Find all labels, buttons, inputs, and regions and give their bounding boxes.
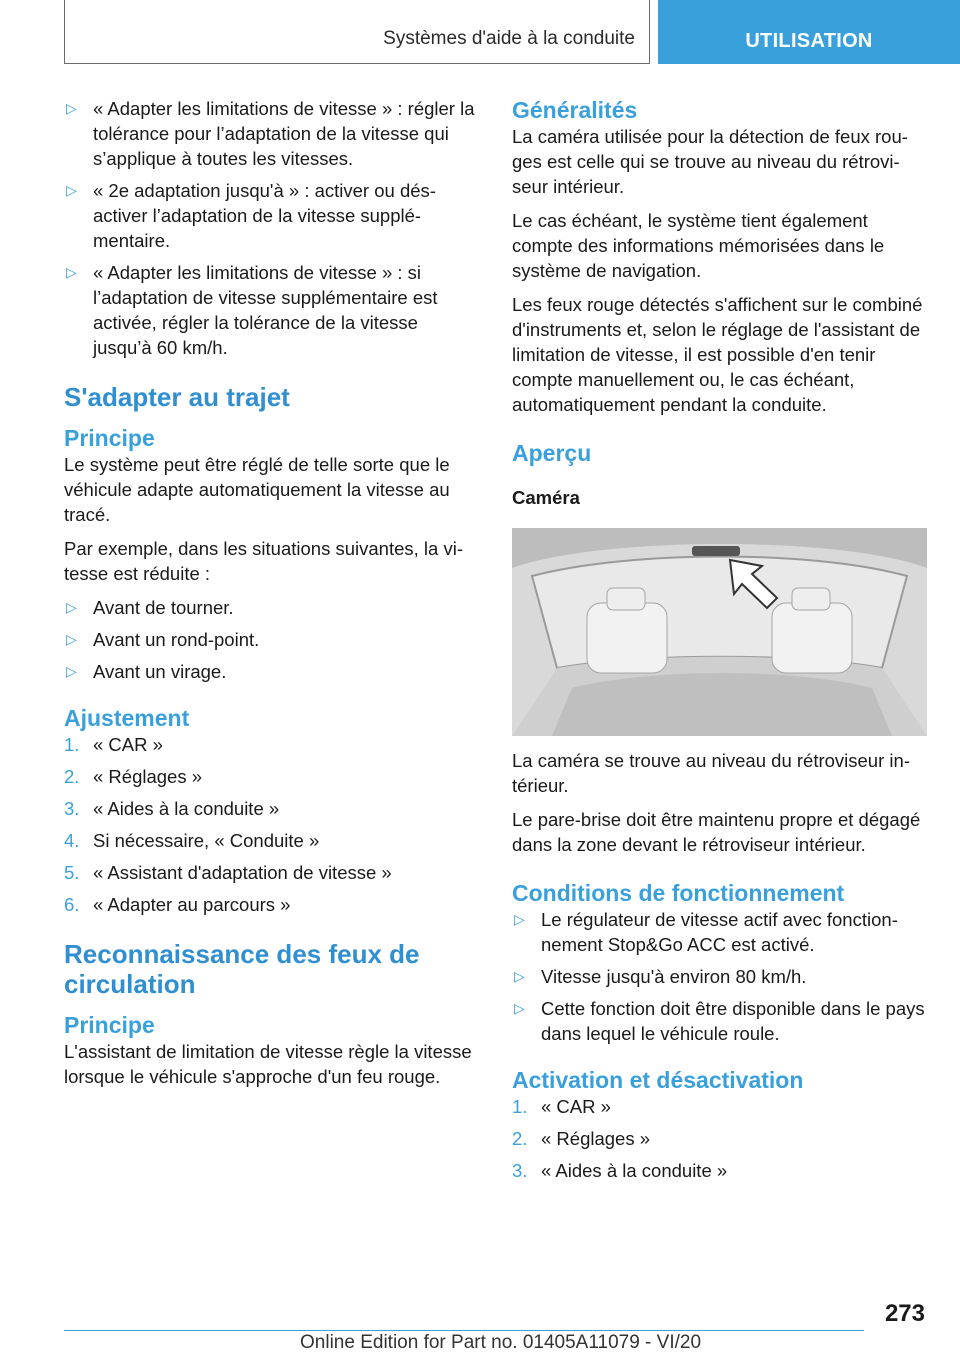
triangle-bullet-icon: ▷ (514, 968, 525, 984)
triangle-bullet-icon: ▷ (66, 631, 77, 647)
activation-steps (512, 1094, 927, 1183)
list-item: ▷ « Adapter les limitations de vitesse » : régler la tolérance pour l’adaptation de la vitesse qui s’applique à toutes les vitesses. (66, 98, 475, 169)
step-item: 3. « Aides à la conduite » (64, 798, 280, 819)
triangle-bullet-icon: ▷ (66, 264, 77, 280)
left-column (64, 96, 479, 1098)
paragraph: L'assistant de limitation de vitesse règle la vitesse lorsque le véhicule s'approche d'un feu rouge. (64, 1041, 472, 1087)
triangle-bullet-icon: ▷ (514, 1000, 525, 1016)
triangle-bullet-icon: ▷ (66, 663, 77, 679)
list-item: ▷ Le régulateur de vitesse actif avec fonctionnement Stop&Go ACC est activé. (514, 909, 898, 955)
heading-apercu: Aperçu (512, 440, 592, 466)
list-item: ▷ Cette fonction doit être disponible dans le pays dans lequel le véhicule roule. (514, 998, 925, 1044)
paragraph: Les feux rouge détectés s'affichent sur le combiné d'instruments et, selon le réglage de l'assistant de limitation de vitesse, il est possible d'en tenir compte manuellement ou, le cas échéant, automatiquement pendant la conduite. (512, 294, 923, 415)
step-item: 2. « Réglages » (64, 766, 203, 787)
situations-list (64, 595, 479, 684)
footer-divider (64, 1330, 864, 1331)
paragraph: La caméra utilisée pour la détection de feux rouges est celle qui se trouve au niveau du rétroviseur intérieur. (512, 126, 908, 197)
adapter-options-list (64, 96, 479, 360)
edition-note: Online Edition for Part no. 01405A11079 - VI/20 (300, 1332, 702, 1353)
paragraph: La caméra se trouve au niveau du rétroviseur intérieur. (512, 750, 910, 796)
list-item: ▷ Avant un rond-point. (66, 629, 260, 650)
conditions-list (512, 907, 927, 1046)
heading-ajustement: Ajustement (64, 705, 190, 731)
heading-adapter-trajet: S'adapter au trajet (64, 382, 290, 412)
triangle-bullet-icon: ▷ (66, 599, 77, 615)
step-item: 1. « CAR » (64, 734, 163, 755)
step-item: 3. « Aides à la conduite » (512, 1160, 728, 1181)
step-item: 2. « Réglages » (512, 1128, 651, 1149)
list-item: ▷ « Adapter les limitations de vitesse » : si l’adaptation de vitesse supplémentaire est activée, régler la tolérance de la vitesse jusqu’à 60 km/h. (66, 262, 438, 358)
chapter-tab[interactable] (658, 0, 960, 64)
paragraph: Le système peut être réglé de telle sorte que le véhicule adapte automatiquement la vitesse au tracé. (64, 454, 450, 525)
step-item: 6. « Adapter au parcours » (64, 894, 291, 915)
paragraph: Par exemple, dans les situations suivantes, la vitesse est réduite : (64, 538, 463, 584)
triangle-bullet-icon: ▷ (66, 100, 77, 116)
heading-principe: Principe (64, 425, 155, 451)
heading-conditions: Conditions de fonctionnement (512, 880, 845, 906)
triangle-bullet-icon: ▷ (66, 182, 77, 198)
list-item: ▷ Avant un virage. (66, 661, 227, 682)
heading-principe-2: Principe (64, 1012, 155, 1038)
chapter-tab-label: UTILISATION (745, 30, 873, 52)
step-item: 5. « Assistant d'adaptation de vitesse » (64, 862, 392, 883)
section-title: Systèmes d'aide à la conduite (383, 28, 635, 49)
list-item: ▷ « 2e adaptation jusqu'à » : activer ou désactiver l’adaptation de la vitesse supplémentaire. (66, 180, 436, 251)
heading-activation: Activation et désactivation (512, 1067, 804, 1093)
triangle-bullet-icon: ▷ (514, 911, 525, 927)
step-item: 1. « CAR » (512, 1096, 611, 1117)
heading-generalites: Généralités (512, 97, 638, 123)
header-section-box (64, 0, 650, 64)
list-item: ▷ Avant de tourner. (66, 597, 234, 618)
paragraph: Le pare-brise doit être maintenu propre et dégagé dans la zone devant le rétroviseur intérieur. (512, 809, 921, 855)
paragraph: Le cas échéant, le système tient également compte des informations mémorisées dans le système de navigation. (512, 210, 885, 281)
step-item: 4. Si nécessaire, « Conduite » (64, 830, 320, 851)
camera-location-photo (512, 528, 927, 736)
camera-label: Caméra (512, 487, 580, 508)
ajustement-steps (64, 732, 479, 917)
list-item: ▷ Vitesse jusqu'à environ 80 km/h. (514, 966, 807, 987)
page-number: 273 (884, 1300, 925, 1327)
heading-feux-circulation: Reconnaissance des feux de circulation (64, 939, 420, 999)
right-column (512, 96, 927, 1192)
